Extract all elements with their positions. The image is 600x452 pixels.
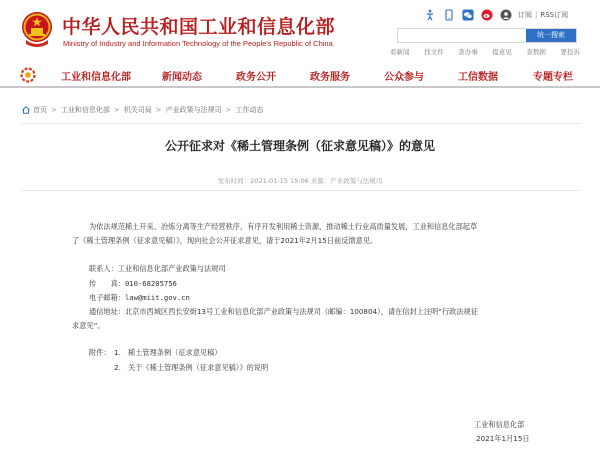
national-emblem-icon — [20, 10, 54, 48]
fax-label: 传 真： — [89, 279, 125, 288]
nav-item-miit[interactable]: 工业和信息化部 — [61, 72, 131, 83]
nav-item-gov-affairs[interactable]: 政务公开 — [236, 72, 276, 83]
breadcrumb-separator: > — [113, 106, 120, 114]
breadcrumb-separator: > — [225, 106, 232, 114]
fax-line — [89, 278, 177, 290]
quick-link-data[interactable]: 查数据 — [526, 48, 546, 56]
address-line-2: 求意见”。 — [72, 321, 105, 330]
nav-item-data[interactable]: 工信数据 — [458, 72, 498, 83]
attachment-number: 2. — [114, 363, 121, 372]
email-line — [89, 292, 190, 304]
breadcrumb-miit[interactable]: 工业和信息化部 — [60, 106, 110, 114]
site-title: 中华人民共和国工业和信息化部 — [62, 16, 336, 38]
attachment-number: 1. — [114, 348, 121, 357]
attachment-link-1[interactable]: 稀土管理条例（征求意见稿） — [128, 348, 222, 357]
main-nav — [0, 62, 600, 88]
signature-date: 2021年1月15日 — [476, 434, 530, 443]
search-box — [397, 28, 577, 43]
signature-organization: 工业和信息化部 — [474, 420, 525, 429]
email-label: 电子邮箱： — [89, 293, 125, 302]
breadcrumb — [22, 104, 264, 116]
article-title: 公开征求对《稀土管理条例（征求意见稿）》的意见 — [164, 139, 435, 153]
unified-search-button[interactable]: 统一搜索 — [526, 29, 576, 42]
fax-value: 010-68205756 — [124, 279, 177, 288]
quick-link-complaint[interactable]: 要投诉 — [560, 48, 580, 56]
mobile-icon[interactable] — [443, 9, 455, 21]
email-value[interactable]: law@miit.gov.cn — [124, 293, 190, 302]
meta-divider — [22, 190, 580, 191]
breadcrumb-separator: > — [51, 106, 57, 114]
intro-line-2: 了《稀土管理条例（征求意见稿）》，现向社会公开征求意见，请于2021年2月15日前反馈意见。 — [72, 236, 378, 245]
breadcrumb-separator: > — [155, 106, 162, 114]
site-header — [0, 0, 600, 62]
nav-item-special-topics[interactable]: 专题专栏 — [533, 72, 573, 83]
address-line-1: 通信地址：北京市西城区西长安街13号工业和信息化部产业政策与法规司（邮编：100804），请在信封上注明“行政法规征 — [89, 307, 478, 316]
attachment-link-2[interactable]: 关于《稀土管理条例（征求意见稿）》的说明 — [128, 363, 269, 372]
contact-label: 联系人： — [89, 264, 118, 273]
attachments-label: 附件： — [89, 348, 111, 357]
breadcrumb-policy-dept[interactable]: 产业政策与法规司 — [165, 106, 222, 114]
accessibility-icon[interactable] — [424, 9, 436, 21]
contact-line — [89, 263, 226, 275]
search-input[interactable] — [398, 29, 526, 42]
nav-item-gov-services[interactable]: 政务服务 — [310, 72, 350, 83]
intro-line-1: 为依法规范稀土开采、冶炼分离等生产经营秩序，有序开发利用稀土资源，推动稀土行业高质量发展，工业和信息化部起草 — [89, 222, 478, 231]
miit-logo-icon — [20, 67, 36, 83]
breadcrumb-home[interactable]: 首页 — [33, 106, 47, 114]
quick-link-files[interactable]: 找文件 — [424, 48, 444, 56]
breadcrumb-departments[interactable]: 机关司局 — [123, 106, 152, 114]
quick-link-news[interactable]: 看新闻 — [390, 48, 410, 56]
nav-item-news[interactable]: 新闻动态 — [162, 72, 202, 83]
subscribe-icon[interactable] — [500, 9, 512, 21]
subscribe-link[interactable]: 订阅 — [518, 11, 532, 19]
breadcrumb-divider — [22, 123, 580, 124]
rss-link[interactable]: RSS订阅 — [540, 11, 569, 19]
nav-item-public-participation[interactable]: 公众参与 — [384, 72, 424, 83]
weibo-icon[interactable] — [481, 9, 493, 21]
quick-link-services[interactable]: 查办事 — [458, 48, 478, 56]
wechat-icon[interactable] — [462, 9, 474, 21]
top-toolbar — [424, 8, 568, 22]
home-icon — [22, 106, 30, 114]
article-meta: 发布时间：2021-01-15 15:06 来源：产业政策与法规司 — [217, 177, 383, 185]
breadcrumb-work-news[interactable]: 工作动态 — [235, 106, 264, 114]
contact-value: 工业和信息化部产业政策与法规司 — [117, 264, 226, 273]
tool-divider: | — [535, 11, 538, 19]
quick-links — [390, 47, 580, 56]
site-subtitle-en: Ministry of Industry and Information Technology of the People's Republic of China — [63, 39, 333, 48]
quick-link-feedback[interactable]: 提意见 — [492, 48, 512, 56]
